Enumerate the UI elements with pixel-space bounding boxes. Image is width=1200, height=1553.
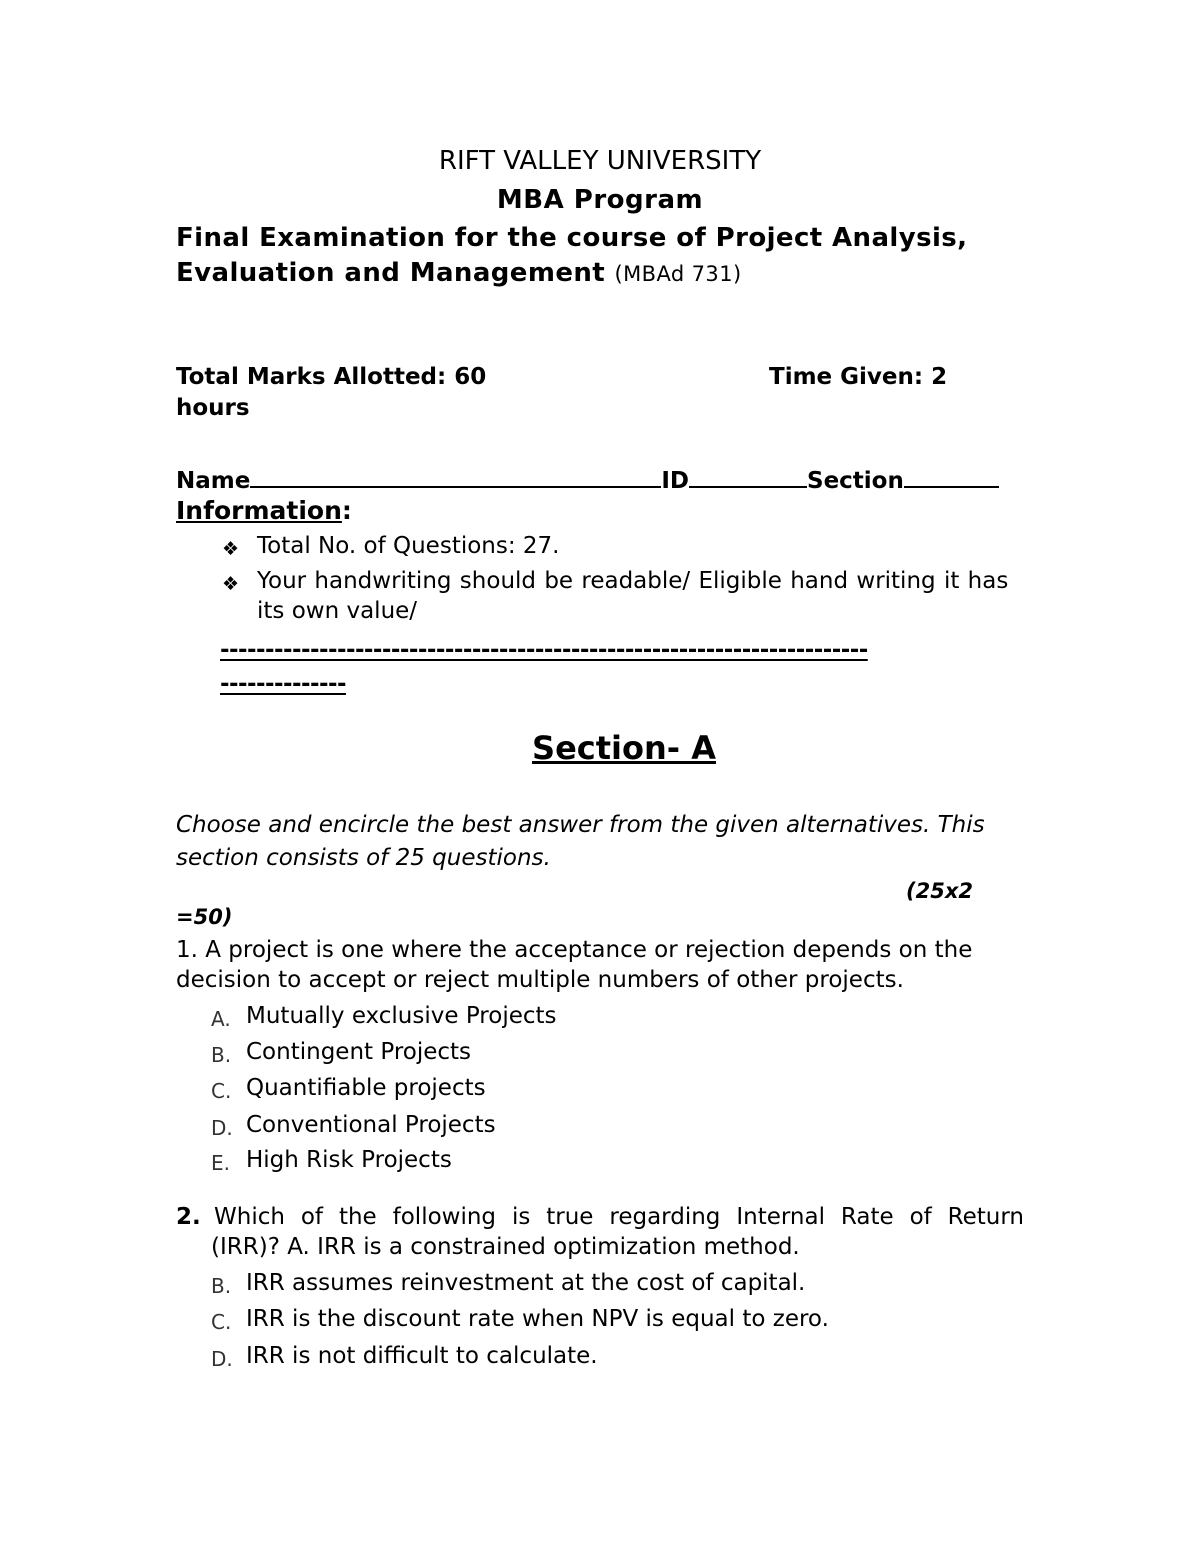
option-text[interactable]: Mutually exclusive Projects: [246, 1003, 557, 1029]
section-label: Section: [807, 468, 904, 494]
id-field[interactable]: [689, 464, 807, 488]
name-label: Name: [176, 468, 251, 494]
option-letter: C.: [211, 1079, 232, 1103]
information-heading-colon: :: [341, 496, 352, 525]
time-given: Time Given: 2: [769, 364, 948, 390]
instruction-line2: section consists of 25 questions.: [176, 845, 551, 871]
id-label: ID: [661, 468, 689, 494]
total-marks: Total Marks Allotted: 60: [176, 364, 487, 390]
option-letter: D.: [211, 1347, 233, 1371]
option-text[interactable]: Quantifiable projects: [246, 1075, 486, 1101]
marks-allocation: (25x2: [906, 879, 973, 903]
course-code: (MBAd 731): [614, 262, 742, 286]
marks-allocation-continued: =50): [176, 905, 233, 929]
option-text[interactable]: IRR is the discount rate when NPV is equal to zero.: [246, 1306, 829, 1332]
diamond-bullet-icon: ❖: [222, 538, 240, 560]
section-field[interactable]: [904, 464, 999, 488]
exam-title-line1: Final Examination for the course of Project Analysis,: [176, 223, 968, 253]
question-2-text: Which of the following is true regarding Internal Rate of Return: [214, 1204, 1024, 1230]
exam-title-line2: [176, 258, 742, 288]
exam-title-course: Evaluation and Management: [176, 258, 606, 288]
option-letter: B.: [211, 1274, 232, 1298]
option-text[interactable]: High Risk Projects: [246, 1147, 452, 1173]
question-2-text-continued: (IRR)? A. IRR is a constrained optimization method.: [211, 1234, 800, 1260]
name-field[interactable]: [250, 464, 661, 488]
option-letter: E.: [211, 1151, 230, 1175]
time-unit: hours: [176, 395, 250, 421]
option-letter: D.: [211, 1116, 233, 1140]
information-heading-label: Information: [176, 496, 342, 525]
program-name: MBA Program: [496, 185, 704, 215]
section-heading: Section- A: [532, 729, 716, 767]
diamond-bullet-icon: ❖: [222, 573, 240, 595]
divider-line: ------------------------------------------------------------------------: [220, 637, 868, 663]
divider-line: --------------: [220, 671, 346, 697]
option-letter: A.: [211, 1007, 231, 1031]
info-bullet-2: Your handwriting should be readable/ Eligible hand writing it has: [257, 568, 1009, 594]
option-text[interactable]: IRR assumes reinvestment at the cost of capital.: [246, 1270, 806, 1296]
university-name: RIFT VALLEY UNIVERSITY: [438, 146, 762, 176]
instruction-line1: Choose and encircle the best answer from the given alternatives. This: [176, 812, 985, 838]
option-text[interactable]: IRR is not difficult to calculate.: [246, 1343, 598, 1369]
option-text[interactable]: Contingent Projects: [246, 1039, 472, 1065]
student-details-row: [176, 464, 999, 494]
question-1-text-continued: decision to accept or reject multiple numbers of other projects.: [176, 967, 904, 993]
question-1-text: 1. A project is one where the acceptance or rejection depends on the: [176, 937, 973, 963]
option-text[interactable]: Conventional Projects: [246, 1112, 496, 1138]
option-letter: B.: [211, 1043, 232, 1067]
question-2-number: 2.: [176, 1204, 201, 1230]
info-bullet-2-continued: its own value/: [257, 598, 418, 624]
option-letter: C.: [211, 1310, 232, 1334]
information-heading: [176, 496, 352, 525]
info-bullet-1: Total No. of Questions: 27.: [257, 533, 560, 559]
